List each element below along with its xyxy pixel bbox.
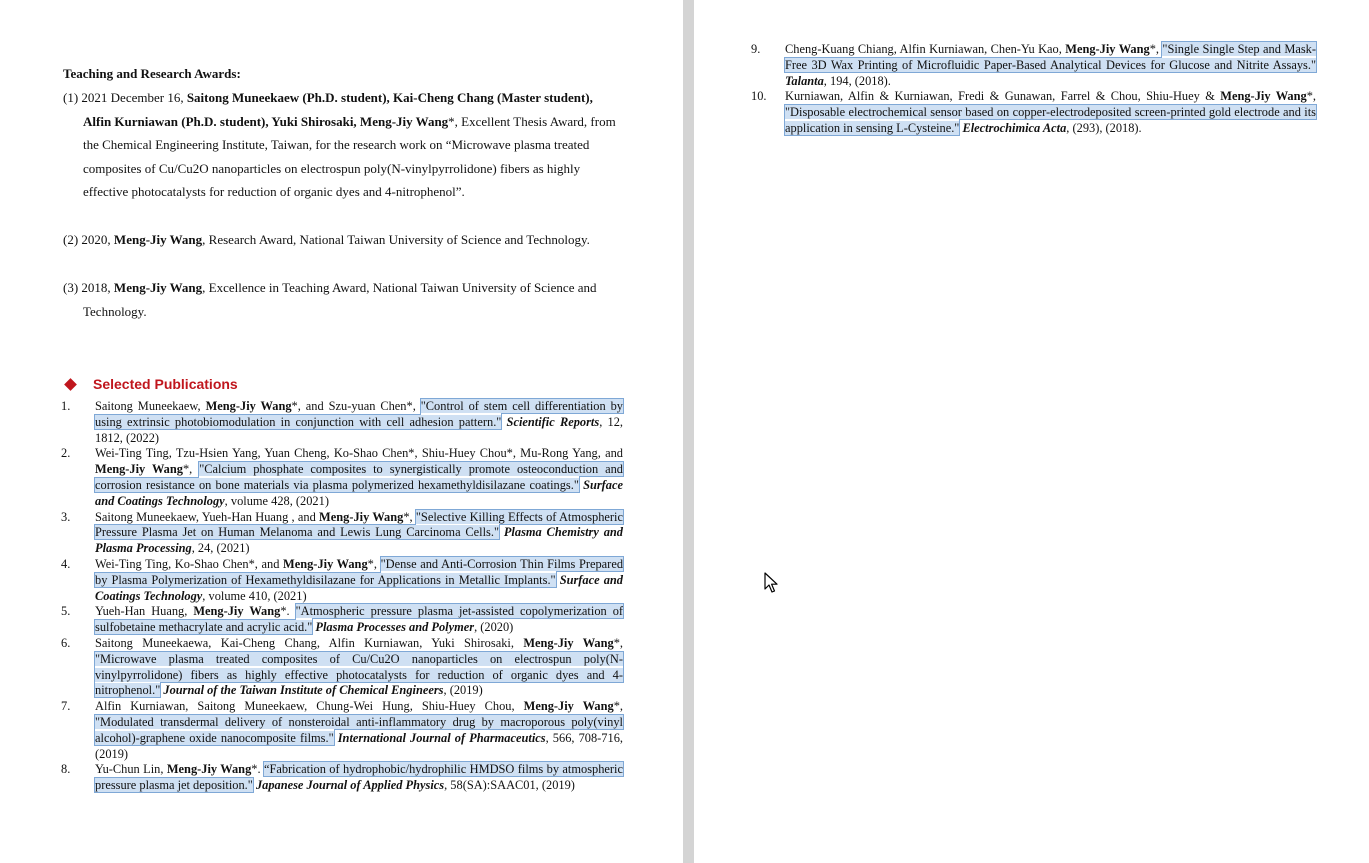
publication-item — [751, 89, 1316, 136]
publication-details: , (2020) — [474, 620, 514, 635]
publication-item — [61, 699, 623, 762]
publication-authors: Kurniawan, Alfin & Kurniawan, Fredi & Gunawan, Farrel & Chou, Shiu-Huey & — [785, 89, 1221, 104]
publication-journal: Electrochimica Acta — [959, 120, 1067, 135]
publication-authors-tail: *, — [403, 509, 416, 524]
publication-author-highlight: Meng-Jiy Wang — [95, 462, 183, 477]
document-page-right[interactable] — [694, 0, 1369, 863]
publication-item — [61, 557, 623, 604]
publication-number: 8. — [61, 762, 71, 777]
publication-author-highlight: Meng-Jiy Wang — [283, 556, 368, 571]
publication-authors-tail: *. — [251, 762, 264, 777]
publication-item — [61, 446, 623, 509]
publication-details: , 566, 708-716, (2019) — [95, 730, 623, 761]
publication-journal: Talanta — [785, 73, 824, 88]
mouse-pointer-icon — [764, 572, 780, 594]
award-authors: Meng-Jiy Wang — [113, 232, 203, 247]
publication-author-highlight: Meng-Jiy Wang — [1220, 89, 1307, 104]
publication-item — [61, 604, 623, 636]
publication-journal: Surface and Coatings Technology — [95, 477, 623, 508]
publication-authors: Saitong Muneekaew, Yueh-Han Huang , and — [95, 509, 320, 524]
publication-details: , 24, (2021) — [191, 541, 250, 556]
publication-title[interactable]: "Microwave plasma treated composites of Cu/Cu2O nanoparticles on electrospun poly(N-vinylpyrrolidone) fibers as highly effective photocatalysts for reduction of organic dyes and 4-nitrophenol." — [95, 651, 623, 698]
document-page-left[interactable] — [0, 0, 683, 863]
publication-authors: Wei-Ting Ting, Ko-Shao Chen*, and — [95, 556, 284, 571]
publication-journal: Surface and Coatings Technology — [95, 572, 623, 603]
publication-number: 3. — [61, 509, 71, 524]
publication-author-highlight: Meng-Jiy Wang — [319, 509, 404, 524]
publication-author-highlight: Meng-Jiy Wang — [193, 604, 281, 619]
awards-title: Teaching and Research Awards: — [63, 66, 241, 81]
publication-journal: Journal of the Taiwan Institute of Chemical Engineers — [160, 683, 444, 698]
award-authors: Saitong Muneekaew (Ph.D. student), Kai-Cheng Chang (Master student), Alfin Kurniawan (Ph.D. student), Yuki Shirosaki, Meng-Jiy Wang — [83, 90, 593, 129]
publication-author-highlight: Meng-Jiy Wang — [205, 399, 292, 413]
publication-details: , (2019) — [443, 683, 483, 698]
publication-title[interactable]: "Dense and Anti-Corrosion Thin Films Prepared by Plasma Polymerization of Hexamethyldisilazane for Applications in Metallic Implants." — [95, 556, 624, 587]
award-text: , Excellence in Teaching Award, National Taiwan University of Science and Technology. — [83, 280, 597, 319]
publication-item — [61, 762, 623, 794]
publication-authors: Saitong Muneekaewa, Kai-Cheng Chang, Alfin Kurniawan, Yuki Shirosaki, — [95, 635, 524, 650]
publication-details: , (293), (2018). — [1066, 120, 1142, 135]
publications-heading — [64, 376, 238, 392]
publication-title[interactable]: "Control of stem cell differentiation by using extrinsic photobiomodulation in conjunction with cell adhesion pattern." — [95, 399, 623, 429]
publication-details: , volume 428, (2021) — [224, 493, 329, 508]
award-item — [63, 228, 623, 252]
publication-author-highlight: Meng-Jiy Wang — [523, 635, 614, 650]
publication-authors-tail: *, — [182, 462, 200, 477]
publication-authors-tail: *, — [613, 699, 623, 714]
publication-list-right — [751, 42, 1316, 137]
publication-author-highlight: Meng-Jiy Wang — [523, 699, 614, 714]
award-authors: Meng-Jiy Wang — [113, 280, 203, 295]
publication-author-highlight: Meng-Jiy Wang — [1065, 42, 1150, 56]
publication-list-left — [61, 399, 623, 794]
publication-number: 10. — [751, 89, 767, 104]
publication-details: , 58(SA):SAAC01, (2019) — [444, 778, 575, 793]
publication-authors-tail: *, — [613, 635, 623, 650]
publication-authors-tail: *, — [1149, 42, 1163, 56]
publication-item — [61, 510, 623, 557]
publication-journal: Plasma Chemistry and Plasma Processing — [95, 525, 623, 556]
publication-authors-tail: *, — [367, 556, 381, 571]
award-num: (2) 2020, — [63, 232, 114, 247]
publication-journal: Japanese Journal of Applied Physics — [252, 778, 445, 793]
publication-number: 5. — [61, 604, 71, 619]
publication-journal: Scientific Reports — [501, 414, 600, 429]
award-text: , Research Award, National Taiwan University of Science and Technology. — [202, 232, 590, 247]
publication-item — [751, 42, 1316, 89]
publication-authors: Alfin Kurniawan, Saitong Muneekaew, Chung-Wei Hung, Shiu-Huey Chou, — [95, 699, 524, 714]
publication-title[interactable]: “Fabrication of hydrophobic/hydrophilic HMDSO films by atmospheric pressure plasma jet deposition." — [95, 762, 623, 793]
publications-heading-text: Selected Publications — [93, 376, 238, 392]
publication-title[interactable]: "Selective Killing Effects of Atmospheric Pressure Plasma Jet on Human Melanoma and Lewis Lung Carcinoma Cells." — [95, 509, 623, 540]
publication-authors-tail: *, — [1306, 89, 1316, 104]
publication-number: 6. — [61, 635, 71, 650]
publication-number: 4. — [61, 556, 71, 571]
publication-journal: Plasma Processes and Polymer — [312, 620, 475, 635]
award-num: (3) 2018, — [63, 280, 114, 295]
award-num: (1) 2021 December 16, — [63, 90, 187, 105]
diamond-bullet-icon — [64, 378, 77, 391]
publication-title[interactable]: "Modulated transdermal delivery of nonsteroidal anti-inflammatory drug by macroporous poly(vinyl alcohol)-graphene oxide nanocomposite films." — [95, 714, 623, 745]
publication-details: , 12, 1812, (2022) — [95, 414, 623, 445]
publication-authors-tail: *, and Szu-yuan Chen*, — [291, 399, 421, 413]
publication-title[interactable]: "Disposable electrochemical sensor based on copper-electrodeposited screen-printed gold electrode and its application in sensing L-Cysteine." — [785, 105, 1316, 135]
award-item — [63, 86, 623, 204]
publication-authors: Saitong Muneekaew, — [95, 399, 206, 413]
publication-authors: Yueh-Han Huang, — [95, 604, 194, 619]
publication-authors: Wei-Ting Ting, Tzu-Hsien Yang, Yuan Cheng, Ko-Shao Chen*, Shiu-Huey Chou*, Mu-Rong Yang, and — [95, 446, 623, 461]
publication-title[interactable]: "Single Single Step and Mask-Free 3D Wax Printing of Microfluidic Paper-Based Analytical Devices for Glucose and Nitrite Assays." — [785, 42, 1316, 72]
publication-authors: Cheng-Kuang Chiang, Alfin Kurniawan, Chen-Yu Kao, — [785, 42, 1066, 56]
award-text: *, Excellent Thesis Award, from the Chemical Engineering Institute, Taiwan, for the research work on “Microwave plasma treated composites of Cu/Cu2O nanoparticles on electrospun poly(N-vinylpyrrolidone) fibers as highly effective photocatalysts for reduction of organic dyes and 4-nitrophenol”. — [83, 113, 616, 200]
publication-journal: International Journal of Pharmaceutics — [333, 730, 546, 745]
publication-number: 9. — [751, 42, 761, 56]
publication-author-highlight: Meng-Jiy Wang — [166, 762, 252, 777]
publication-title[interactable]: "Calcium phosphate composites to synergistically promote osteoconduction and corrosion resistance on bone materials via plasma polymerized hexamethyldisilazane coatings." — [95, 462, 623, 492]
publication-number: 2. — [61, 446, 71, 461]
publication-number: 1. — [61, 399, 71, 413]
publication-authors: Yu-Chun Lin, — [95, 762, 167, 777]
publication-details: , volume 410, (2021) — [202, 588, 307, 603]
publication-item — [61, 399, 623, 446]
publication-number: 7. — [61, 699, 71, 714]
publication-details: , 194, (2018). — [823, 73, 891, 88]
publication-authors-tail: *. — [280, 604, 296, 619]
publication-item — [61, 636, 623, 699]
publication-title[interactable]: "Atmospheric pressure plasma jet-assisted copolymerization of sulfobetaine methacrylate and acrylic acid." — [95, 604, 624, 635]
award-item — [63, 276, 623, 323]
